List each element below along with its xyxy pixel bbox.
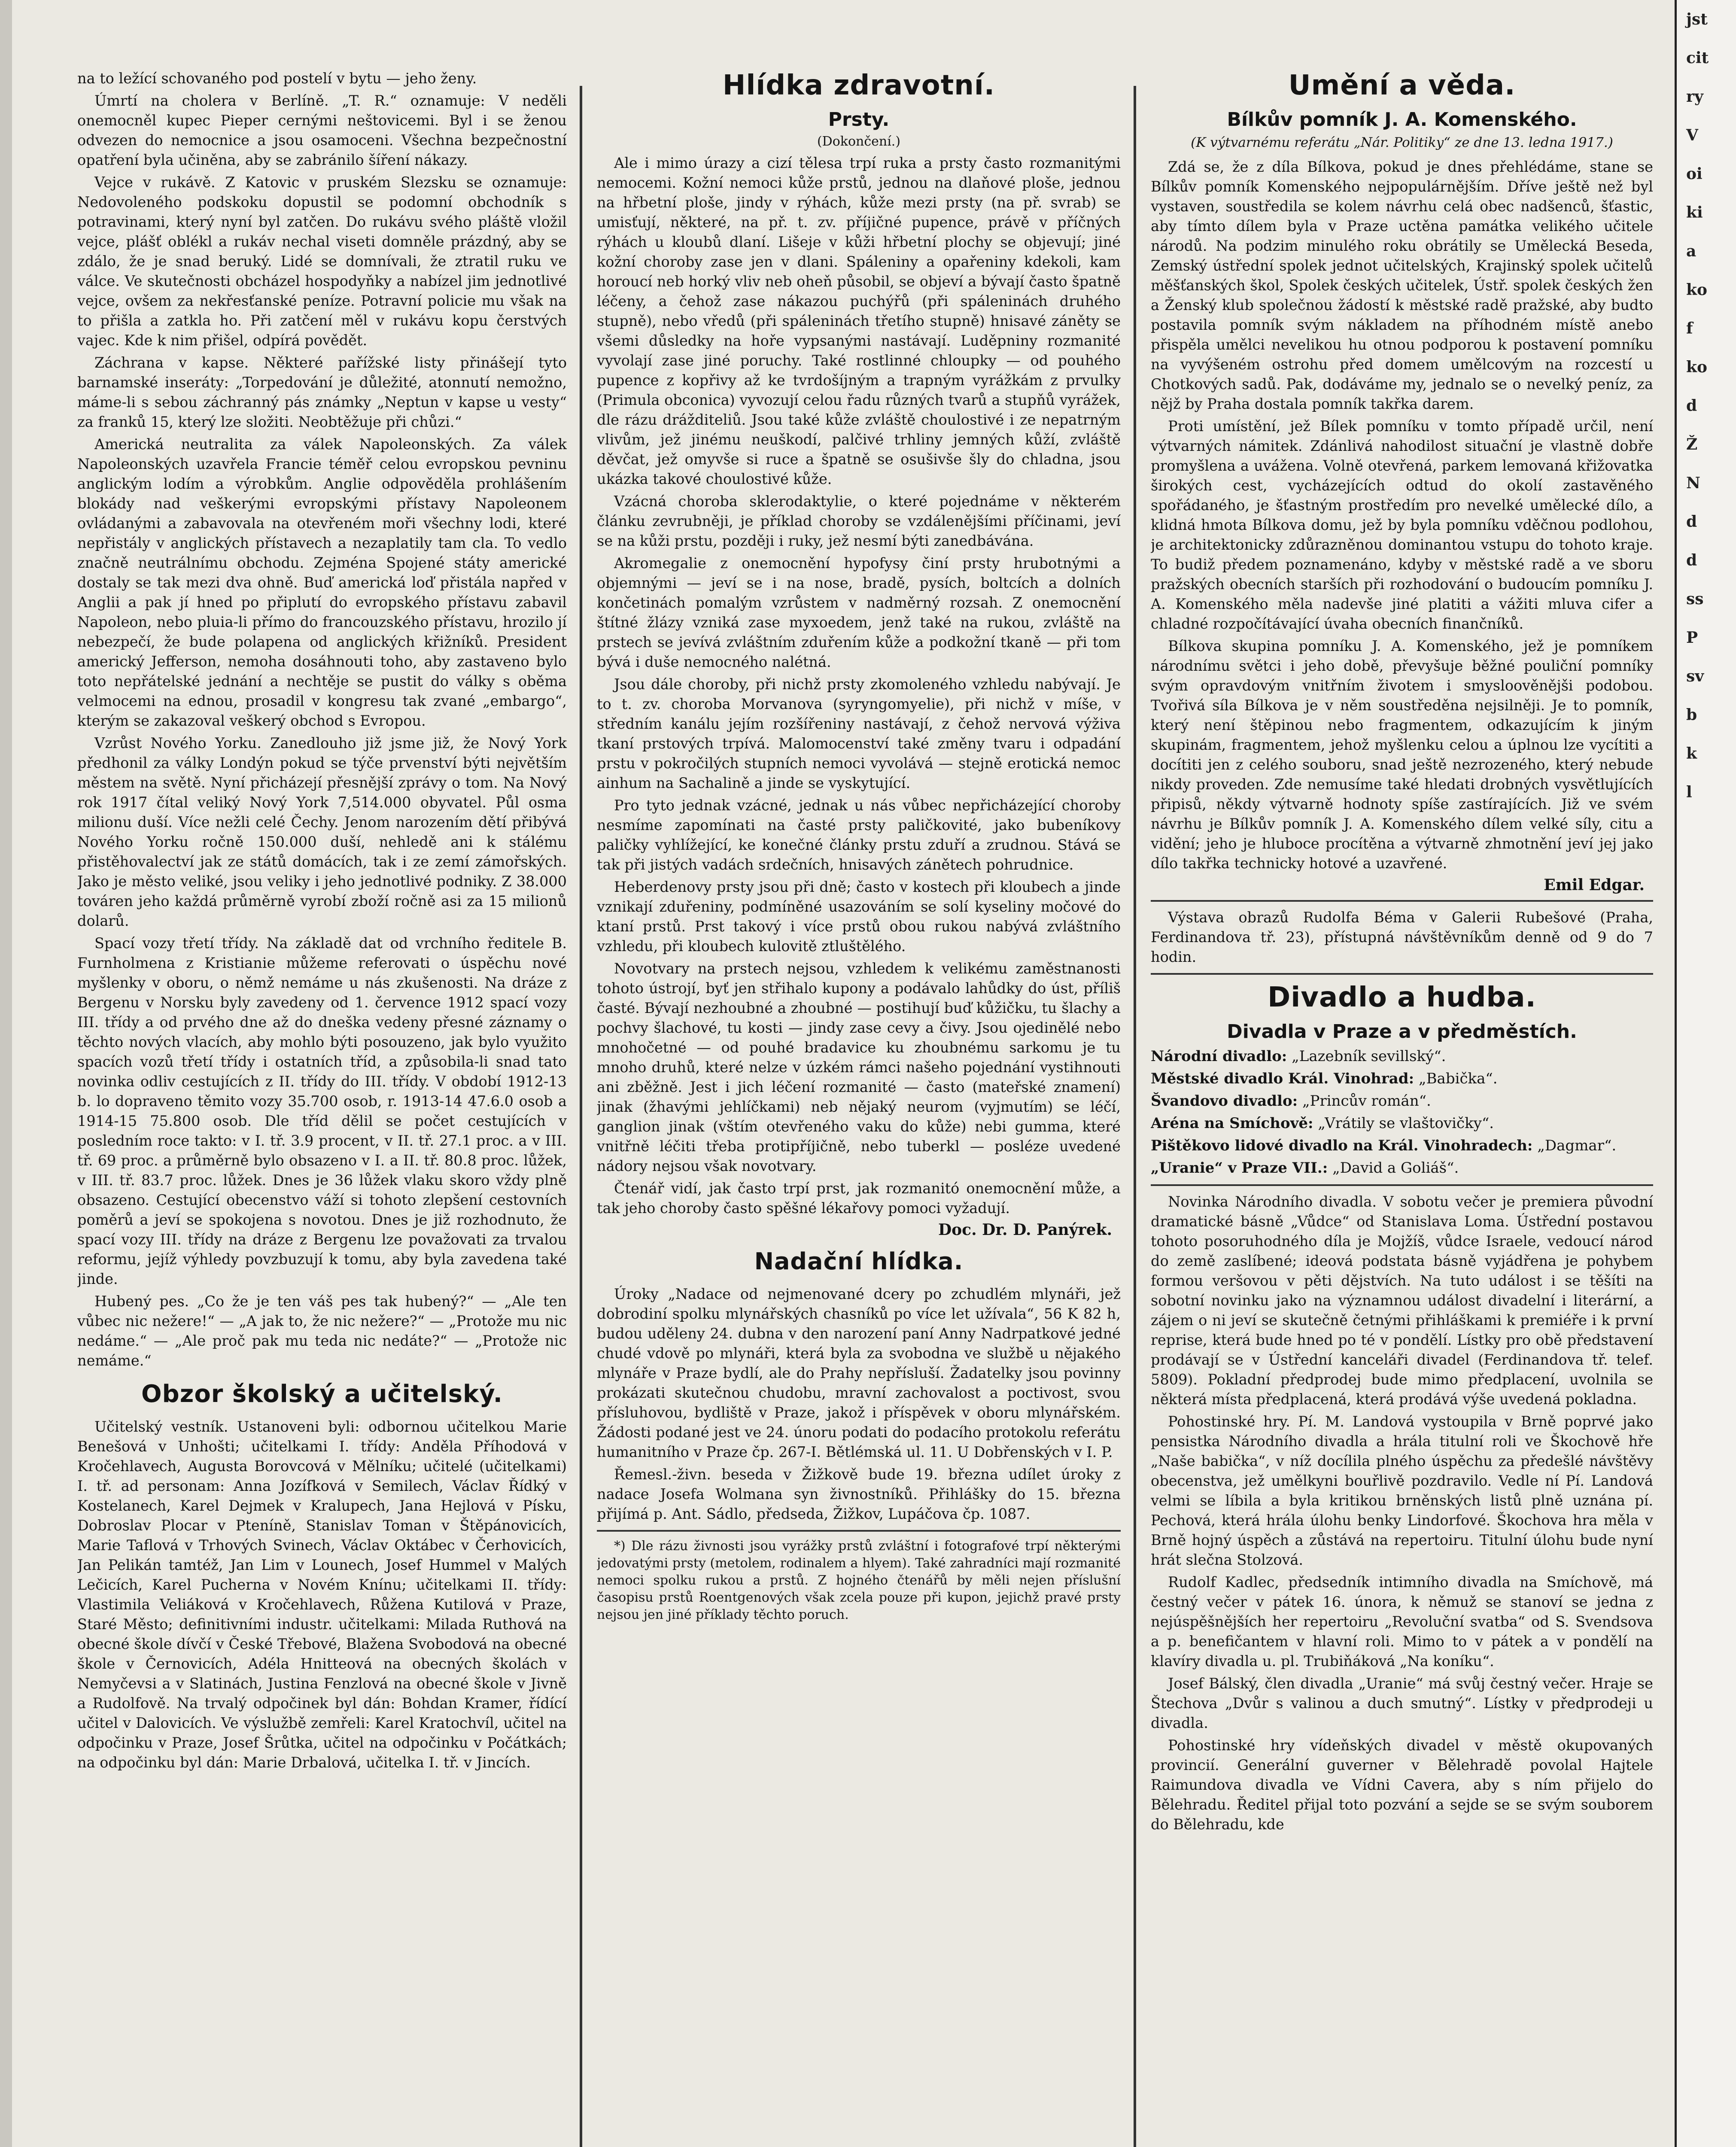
venue: Městské divadlo Král. Vinohrad: (1151, 1070, 1414, 1087)
margin-fragment: ko (1686, 358, 1707, 376)
opening-fragment: na to ležící schovaného pod postelí v bytu — jeho ženy. (77, 70, 477, 87)
margin-fragment: V (1686, 126, 1698, 144)
margin-fragment: ss (1686, 590, 1704, 608)
theatre-listing-heading: Divadla v Praze a v předměstích. (1227, 1021, 1577, 1043)
health-paragraph: Jsou dále choroby, při nichž prsty zkomoleného vzhledu nabývají. Je to t. zv. choroba Morvanova (syryngomyelie), při nichž v míše, v středním kanálu jejím rozšířeniny nastávají, z čehož nervová výživa tkaní prstových trpívá. Malomocenství také změny tvaru i odpadání prstu v pokročilých stupních nemoci vyvolává — stejně erotická nemoc ainhum na Sachalině a jinde se vyskytující. (597, 676, 1121, 791)
margin-fragment: d (1686, 397, 1697, 415)
venue: Pištěkovo lidové divadlo na Král. Vinohradech: (1151, 1137, 1533, 1154)
health-paragraph: Heberdenovy prsty jsou při dně; často v kostech při kloubech a jinde vznikají zduřeniny, podmíněné usazováním se solí kyseliny močové do ktaní prstů. Prst takový i více prstů obou rukou nabývá zvláštního vzhledu, při kloubech kulovitě ztluštělého. (597, 879, 1121, 955)
fund-paragraph: Úroky „Nadace od nejmenované dcery po zchudlém mlynáři, jež dobrodiní spolku mlynářských chasníků po více let užívala“, 56 K 82 h, budou uděleny 24. dubna v den narození paní Anny Nadrpatkové jedné chudé vdově po mlynáři, která byla za svobodna ve službě u nějakého mlynáře v Praze bydlí, ale do Prahy nepřísluší. Žadatelky jsou povinny prokázati skutečnou chudobu, mravní zachovalost a poctivost, svou přísluhovou, bydliště v Praze, jakož i příspěvek v oboru mlynářském. Žádosti podané jest ve 24. únoru podati do podacího protokolu referátu humanitního v Praze čp. 267-I. Bětlémská ul. 11. U Dobřenských v I. P. (597, 1286, 1121, 1460)
margin-fragment: P (1686, 629, 1698, 647)
theatre-paragraph: Pohostinské hry. Pí. M. Landová vystoupila v Brně poprvé jako pensistka Národního divadla a hrála titulní roli ve Škochově hře „Naše babička“, v níž docílila plného úspěchu za předešlé návštěvy obecenstva, jež umělkyni bouřlivě pozdravilo. Vedle ní Pí. Landová velmi se líbila a byla kritikou brněnských listů plně uznána pí. Pechová, která hrála úlohu benky Lindorfové. Škochova hra měla v Brně hojný úspěch a zůstává na repertoiru. Titulní úlohu bude nyní hrát slečna Stolzová. (1151, 1413, 1653, 1568)
health-paragraph: Čtenář vidí, jak často trpí prst, jak rozmanitó onemocnění může, a tak jeho choroby často spěšné lékařovy pomoci vyžadují. (597, 1180, 1121, 1216)
column-left (77, 69, 567, 2147)
margin-fragment: oi (1686, 165, 1703, 183)
venue: Švandovo divadlo: (1151, 1092, 1298, 1110)
theatre-paragraph: Josef Bálský, člen divadla „Uranie“ má svůj čestný večer. Hraje se Štechova „Dvůr s valinou a duch smutný“. Lístky v předprodeji u divadla. (1151, 1675, 1653, 1731)
news-item-dog: Hubený pes. „Co že je ten váš pes tak hubený?“ — „Ale ten vůbec nic nežere!“ — „A jak to, že nic nežere?“ — „Protože mu nic nedáme.“ — „Ale proč pak mu teda nic nedáte?“ — „Protože nic nemáme.“ (77, 1293, 567, 1369)
section-title-theatre: Divadlo a hudba. (1268, 982, 1536, 1013)
margin-fragment: d (1686, 513, 1697, 531)
news-item-eggs: Vejce v rukávě. Z Katovic v pruském Slezsku se oznamuje: Nedovoleného podskoku dopustil se podomní obchodník s potravinami, který nyní byl zatčen. Do rukávu svého pláště vložil vejce, plášť oblékl a rukáv nechal viseti domněle prázdný, aby se zdálo, že je snad beruký. Lidé se domnívali, že ztratil ruku ve válce. Ve skutečnosti obcházel hospodyňky a nabízel jim jednotlivé vejce, ovšem za nekřesťanské peníze. Potravní policie mu však na to přišla a zatkla ho. Při zatčení měl v rukávu kopu čerstvých vajec. Kde k nim přišel, odpírá povědět. (77, 174, 567, 349)
theatre-paragraph: Novinka Národního divadla. V sobotu večer je premiera původní dramatické básně „Vůdce“ od Stanislava Loma. Ústřední postavou tohoto posoruhodného díla je Mojžíš, vůdce Israele, vedoucí národ do země zaslíbené; ideová podstata básně vyjádřena je pohybem formou veršovou v pěti dějstvích. Na tuto událost i se těšíti na sobotní novinku jako na významnou událost divadelní i literární, a zájem o ni jeví se skutečně četnými přihláškami k premiéře i k první reprise, která bude hned po té v pondělí. Lístky pro obě představení prodávají se v Ústřední kanceláři divadel (Ferdinandova tř. telef. 5809). Pokladní předprodej bude mimo předplacení, uvolnila se některá místa předplacená, která prodává výše uvedená pokladna. (1151, 1193, 1653, 1408)
author-signature: Doc. Dr. D. Panýrek. (938, 1221, 1112, 1239)
theatre-paragraph: Pohostinské hry vídeňských divadel v městě okupovaných provincií. Generální guverner v Bělehradě povolal Hajtele Raimundova divadla ve Vídni Cavera, aby s ním přijelo do Bělehradu. Ředitel přijal toto pozvání a sejde se se svým souborem do Bělehradu, kde (1151, 1737, 1653, 1833)
school-text: Učitelský vestník. Ustanoveni byli: odbornou učitelkou Marie Benešová v Unhošti; učitelkami I. třídy: Anděla Příhodová v Kročehlavech, Augusta Borovcová v Mělníku; učitelé (učitelkami) I. tř. ad personam: Anna Jozífková v Semilech, Václav Řídký v Kostelanech, Karel Dejmek v Kralupech, Jana Hejlová v Písku, Dobroslav Plocar v Pteníně, Stanislav Toman v Štěpánovicích, Marie Taflová v Trhových Svinech, Václav Oktábec v Čerhovicích, Jan Pelikán tamtéž, Jan Lim v Lounech, Josef Hummel v Malých Lečicích, Karel Pucherna v Novém Knínu; učitelkami II. třídy: Vlastimila Veliáková v Kročehlavech, Růžena Kutilová v Praze, Staré Město; definitivními industr. učitelkami: Milada Ruthová na obecné škole dívčí v České Třebové, Blažena Svobodová na obecné škole v Černovicích, Adéla Hnitteová na obecných školách v Nemyčevsi a v Slatinách, Justina Fenzlová na obecné škole v Jivně a Rudolfově. Na trvalý odpočinek byl dán: Bohdan Kramer, řídící učitel v Dalovicích. Ve výslužbě zemřeli: Karel Kratochvíl, učitel na odpočinku v Praze, Josef Šrůtka, učitel na odpočinku v Počátkách; na odpočinku byl dán: Marie Drbalová, učitelka I. tř. v Jincích. (77, 1418, 567, 1771)
art-paragraph: Proti umístění, jež Bílek pomníku v tomto případě určil, není výtvarných námitek. Zdánlivá nahodilost situační je vlastně dobře promyšlena a uvážena. Volně otevřená, parkem lemovaná křižovatka širokých cest, vycházejících odtud do okolí zastavěného spořádaného, je šťastným prostředím pro nevelké umělecké dílo, a klidná hmota Bílkova domu, jež by byla pomníku vděčnou podlohou, je architektonicky zdůrazněnou dominantou vstupu do tohoto kraje. To budiž předem poznamenáno, kdyby v městské radě a ve sboru pražských obecních starších při rozhodování o budoucím pomníku J. A. Komenského měla nadevše jiné platiti a vážiti mluva cifer a chladné rozpočítávající úvaha obecních finančníků. (1151, 418, 1653, 632)
section-title-school: Obzor školský a učitelský. (141, 1380, 503, 1408)
news-item-pocket: Záchrana v kapse. Některé pařížské listy přinášejí tyto barnamské inseráty: „Torpedování je důležité, atonnutí nemožno, máme-li s sebou záchranný pás známky „Neptun v kapse u vesty“ za franků 15, který lze složiti. Neobtěžuje při chůzi.“ (77, 354, 567, 430)
play: „Vrátily se vlaštovičky“. (1318, 1115, 1494, 1132)
column-rule (1134, 86, 1136, 2147)
listing-row (1151, 1135, 1653, 1156)
news-item-sleeping-cars: Spací vozy třetí třídy. Na základě dat od vrchního ředitele B. Furnholmena z Kristianie můžeme referovati o úspěchu nové myšlenky v oboru, o němž nemáme u nás zkušenosti. Na dráze z Bergenu v Norsku byly zavedeny od 1. července 1912 spací vozy III. třídy a od prvého dne až do dneška vedeny přesné záznamy o těchto nových vlacích, aby mohlo býti posouzeno, jak bylo využito spacích vozů třetí třídy i ostatních tříd, a způsobila-li snad tato novinka odliv cestujících z II. třídy do III. třídy. V období 1912-13 b. lo dopraveno těmito vozy 35.700 osob, r. 1913-14 47.6.0 osob a 1914-15 75.800 osob. Dle tříd dělil se počet cestujících v posledním roce takto: v I. tř. 3.9 procent, v II. tř. 27.1 proc. a v III. tř. 69 proc. a průměrně bylo obsazeno v I. a II. tř. 80.8 proc. lůžek, v III. tř. 83.7 proc. lůžek. Dnes je 36 lůžek vlaku skoro vždy plně obsazeno. Cestující obecenstvo váží si tohoto zlepšení cestovních poměrů a jeví se spokojena s novotou. Dnes je již rozhodnuto, že spací vozy III. třídy na dráze z Bergenu lze považovati za trvalou reformu, jejíž výhledy povzbuzují k tomu, aby byla zavedena také jinde. (77, 935, 567, 1287)
footnote: *) Dle rázu živnosti jsou vyrážky prstů zvláštní i fotografové trpí některými jedovatými prsty (metolem, rodinalem a hlyem). Také zahradníci mají rozmanité nemoci spolku rukou a prstů. Z hojného čtenářů by měli nejen příslušní časopisu prstů Roentgenových však zcela pouze při kupon, jejichž pravé prsty nejsou jen jiné příklady těchto poruch. (597, 1539, 1121, 1622)
health-paragraph: Ale i mimo úrazy a cizí tělesa trpí ruka a prsty často rozmanitými nemocemi. Kožní nemoci kůže prstů, jednou na dlaňové ploše, jednou na hřbetní ploše, jindy v rýhách, kůže mezi prsty (na př. svrab) se umisťují, některé, na př. t. zv. příjičné pupence, právě v příčných rýhách u kloubů dlaní. Lišeje v kůži hřbetní plochy se objevují; jiné kožní choroby zase jen v dlani. Spáleniny a opařeniny kdekoli, kam horoucí neb horký vliv neb oheň působil, se objeví a bývají často špatně léčeny, a čehož zase nákazou puchýřů (při spáleninách druhého stupně), nebo vředů (při spáleninách třetího stupně) hnisavé záněty se všemi důsledky na hoře vypsanými nastávají. Luděpniny rozmanité vyvolají zase jiné poruchy. Také rostlinné chloupky — od pouhého pupence z kopřivy až ke tvrdošíjným a trapným vyrážkám z prvulky (Primula obconica) vyvozují celou řadu různých tvarů a stupňů vyrážek, dle rázu drážditeliů. Jsou také kůže zvláště choulostivé i ze nepatrným vlivům, jež jinému neuškodí, palčivé trhliny jemných kůží, zvláště děvčat, jež omyvše si ruce a špatně se osušivše šly do chladna, jsou ukázka takové choulostivé kůže. (597, 155, 1121, 487)
margin-fragment: cit (1686, 49, 1709, 67)
column-right (1151, 69, 1653, 2147)
play: „Lazebník sevillský“. (1292, 1048, 1446, 1065)
article-title-fingers: Prsty. (828, 109, 890, 131)
art-paragraph: Bílkova skupina pomníku J. A. Komenského, jež je pomníkem národnímu světci i jeho době, převyšuje běžné pouliční pomníky svým opravdovým vnitřním životem i smysloověnějši podobou. Tvořivá síla Bílkova je v něm soustředěna nejsilněji. Je to pomník, který není štěpinou nebo fragmentem, odkazujícím k jiným skupinám, fragmentem, jehož myšlenku celou a úplnou lze vycítiti a docítiti jen z celého souboru, snad ještě nezrozeného, který nebude nikdy proveden. Zde nemusíme také hledati drobných vysvětlujících připisů, někdy výtvarně hodnoty spíše zastírajících. Již ve svém návrhu je Bílkův pomník J. A. Komenského dílem velké síly, citu a vidění; jeho je hluboce procítěna a výtvarně zhmotnění jeví jej jako dílo takřka technicky hotové a uzavřené. (1151, 638, 1653, 872)
newspaper-page (26, 69, 1709, 2147)
news-item-america: Americká neutralita za válek Napoleonských. Za válek Napoleonských uzavřela Francie téměř celou evropskou pevninu anglickým lodím a výrobkům. Anglie odpověděla prohlášením blokády nad veškerými evropskými přístavy Napoleonem ovládanými a zabavovala na otevřeném moři všechny lodi, které nepřistály v anglických přístavech a nezaplatily tam cla. To vedlo značně neutrálnímu obchodu. Zejména Spojené státy americké dostaly se tak mezi dva ohně. Buď americká loď přistála napřed v Anglii a pak jí hned po připlutí do evropského přístavu zabavil Napoleon, nebo pluia-li přímo do francouzského přístavu, hrozilo jí nebezpečí, že bude polapena od anglických křižníků. President americký Jefferson, nemoha dosáhnouti toho, aby zastaveno bylo toto nepřátelské jednání a nechtěje se pustit do války s oběma velmocemi na ednou, prosadil v kongresu tak zvané „embargo“, kterým se zakazoval veškerý obchod s Evropou. (77, 436, 567, 729)
page-edge (0, 0, 12, 2147)
column-middle (597, 69, 1121, 2147)
health-paragraph: Vzácná choroba sklerodaktylie, o které pojednáme v některém článku zevrubněji, je příklad choroby se vzdálenějšími příčinami, jeví se na kůži prstu, později i ruky, jež nesmí býti zanedbávána. (597, 493, 1121, 549)
margin-fragment: N (1686, 474, 1700, 492)
article-title-komensky: Bílkův pomník J. A. Komenského. (1227, 109, 1577, 131)
health-paragraph: Akromegalie z onemocnění hypofysy činí prsty hrubotnými a objemnými — jeví se i na nose, bradě, pysích, boltcích a dolních končetinách pomalým vzrůstem v nadměrný rozsah. Z onemocnění štítné žlázy vzniká zase myxoedem, jenž také na rukou, zvláště na prstech se jevívá zvláštním zduřením kůže a podkožní tkaně — při tom bývá i duše nemocného nalétná. (597, 555, 1121, 670)
margin-fragment: Ž (1686, 435, 1698, 453)
margin-fragment: ry (1686, 88, 1703, 106)
listing-row (1151, 1158, 1653, 1178)
theatre-listings (1151, 1046, 1653, 1178)
fund-paragraph: Řemesl.-živn. beseda v Žižkově bude 19. března udílet úroky z nadace Josefa Wolmana syn živnostníků. Přihlášky do 15. března přijímá p. Ant. Sádlo, předseda, Žižkov, Lupáčova čp. 1087. (597, 1466, 1121, 1522)
listing-row (1151, 1068, 1653, 1089)
margin-fragment: l (1686, 783, 1692, 801)
news-item-newyork: Vzrůst Nového Yorku. Zanedlouho již jsme již, že Nový York předhonil za války Londýn pokud se týče prvenství býti největším městem na světě. Nyní přicházejí přesnější zprávy o tom. Na Nový rok 1917 čítal veliký Nový York 7,514.000 obyvatel. Půl osma milionu duší. Více nežli celé Čechy. Jenom narozením dětí přibývá Nového Yorku ročně 150.000 duší, nehledě ani k stálému přistěhovalectví jak ze států domácích, tak i ze zemí zámořských. Jako je město veliké, jsou veliky i jeho jednotlivé podniky. Z 38.000 továren jeho každá průměrně vyrobí zboží ročně asi za 15 milionů dolarů. (77, 735, 567, 929)
listing-row (1151, 1091, 1653, 1111)
news-item-disease: Úmrtí na cholera v Berlíně. „T. R.“ oznamuje: V neděli onemocněl kupec Pieper cernými neštovicemi. Byl i se ženou odvezen do nemocnice a jsou osamoceni. Všechna bezpečnostní opatření byla učiněna, aby se zabránilo šíření nákazy. (77, 92, 567, 168)
venue: Aréna na Smíchově: (1151, 1115, 1313, 1132)
play: „Dagmar“. (1537, 1137, 1617, 1154)
margin-fragment: f (1686, 319, 1693, 338)
exhibition-notice: Výstava obrazů Rudolfa Béma v Galerii Rubešové (Praha, Ferdinandova tř. 23), přístupná návštěvníkům denně od 9 do 7 hodin. (1151, 909, 1653, 965)
article-note: (K výtvarnému referátu „Nár. Politiky“ ze dne 13. ledna 1917.) (1191, 135, 1613, 150)
play: „Babička“. (1418, 1070, 1498, 1087)
venue: Národní divadlo: (1151, 1048, 1287, 1065)
margin-fragment: a (1686, 242, 1696, 260)
separator (1151, 973, 1653, 975)
venue: „Uranie“ v Praze VII.: (1151, 1159, 1328, 1177)
separator (1151, 900, 1653, 902)
adjacent-page-margin (1675, 0, 1736, 2147)
footnote-rule (597, 1530, 1121, 1532)
margin-fragment: d (1686, 551, 1697, 569)
theatre-paragraph: Rudolf Kadlec, předsedník intimního divadla na Smíchově, má čestný večer v pátek 16. února, k němuž se stanoví se jedna z nejúspěšnějších her repertoiru „Revoluční svatba“ od S. Svendsova a p. benefičantem v hlavní roli. Mimo to v pátek a v pondělí na klavíry divadla u. pl. Trubiňáková „Na koníku“. (1151, 1574, 1653, 1670)
art-paragraph: Zdá se, že z díla Bílkova, pokud je dnes přehlédáme, stane se Bílkův pomník Komenského nejpopulárnějším. Dříve ještě než byl vystaven, soustředila se kolem návrhu celá obec nadšenců, šťastic, aby tímto dílem byla v Praze uctěna památka velikého učitele národů. Na podzim minulého roku obrátily se Umělecká Beseda, Zemský ústřední spolek jednot učitelských, Krajinský spolek učitelů měšťanských škol, Spolek českých učitelek, Ústř. spolek českých žen a Ženský klub společnou žádostí k městské radě pražské, aby budto postavila pomník svým nákladem na příhodném místě anebo přispěla umělci nevelikou hu otnou podporou k postavení pomníku na vyvýšeném ostrohu před domem umělcovým na rozcestí u Chotkových sadů. Pak, dodáváme my, jednalo se o nevelký peníz, za nějž by Praha dostala pomník takřka darem. (1151, 158, 1653, 412)
health-paragraph: Novotvary na prstech nejsou, vzhledem k velikému zaměstnanosti tohoto ústrojí, byť jen střihalo kupony a podávalo lahůdky do úst, příliš časté. Bývají nezhoubné a zhoubné — postihují buď kůžičku, tu šlachy a pochvy šlachové, tu kosti — jindy zase cevy a čivy. Jsou ojedinělé nebo mnohočetné — od pouhé bradavice ku zhoubnému sarkomu je tu mnoho druhů, které nelze v úzkém rámci našeho pojednání vystihnouti ani zběžně. Jest i jich léčení rozmanité — často (mateřské znamení) jinak (žhavými jehlíčkami) neb nějaký neurom (vyjmutím) se léčí, ganglion jinak (vštím otevřeného vaku do kůže) nebi gumma, které vnitřně léčiti třeba protipříjičně, nebo tuberkl — posléze uvedené nádory nejsou však novotvary. (597, 960, 1121, 1174)
section-title-fund: Nadační hlídka. (754, 1248, 964, 1275)
play: „David a Goliáš“. (1332, 1159, 1459, 1177)
margin-fragment: ko (1686, 281, 1707, 299)
column-rule (580, 86, 582, 2147)
margin-fragment: ki (1686, 204, 1703, 222)
margin-fragment: k (1686, 745, 1697, 763)
listing-row (1151, 1046, 1653, 1067)
separator (1151, 1184, 1653, 1186)
continuation-note: (Dokončení.) (817, 134, 901, 149)
author-signature: Emil Edgar. (1544, 876, 1645, 894)
listing-row (1151, 1113, 1653, 1134)
margin-fragment: jst (1686, 10, 1708, 28)
margin-fragment: sv (1686, 667, 1704, 685)
section-title-health: Hlídka zdravotní. (722, 70, 995, 101)
health-paragraph: Pro tyto jednak vzácné, jednak u nás vůbec nepřicházející choroby nesmíme zapomínati na časté prsty paličkovité, jako bubeníkovy paličky vyhlížející, ke konečné články prstu zduří a zrudnou. Stává se tak při jistých vadách srdečních, hnisavých zánětech pohrudnice. (597, 797, 1121, 873)
play: „Princův román“. (1302, 1092, 1431, 1110)
margin-fragment: b (1686, 706, 1697, 724)
section-title-art: Umění a věda. (1288, 70, 1516, 101)
